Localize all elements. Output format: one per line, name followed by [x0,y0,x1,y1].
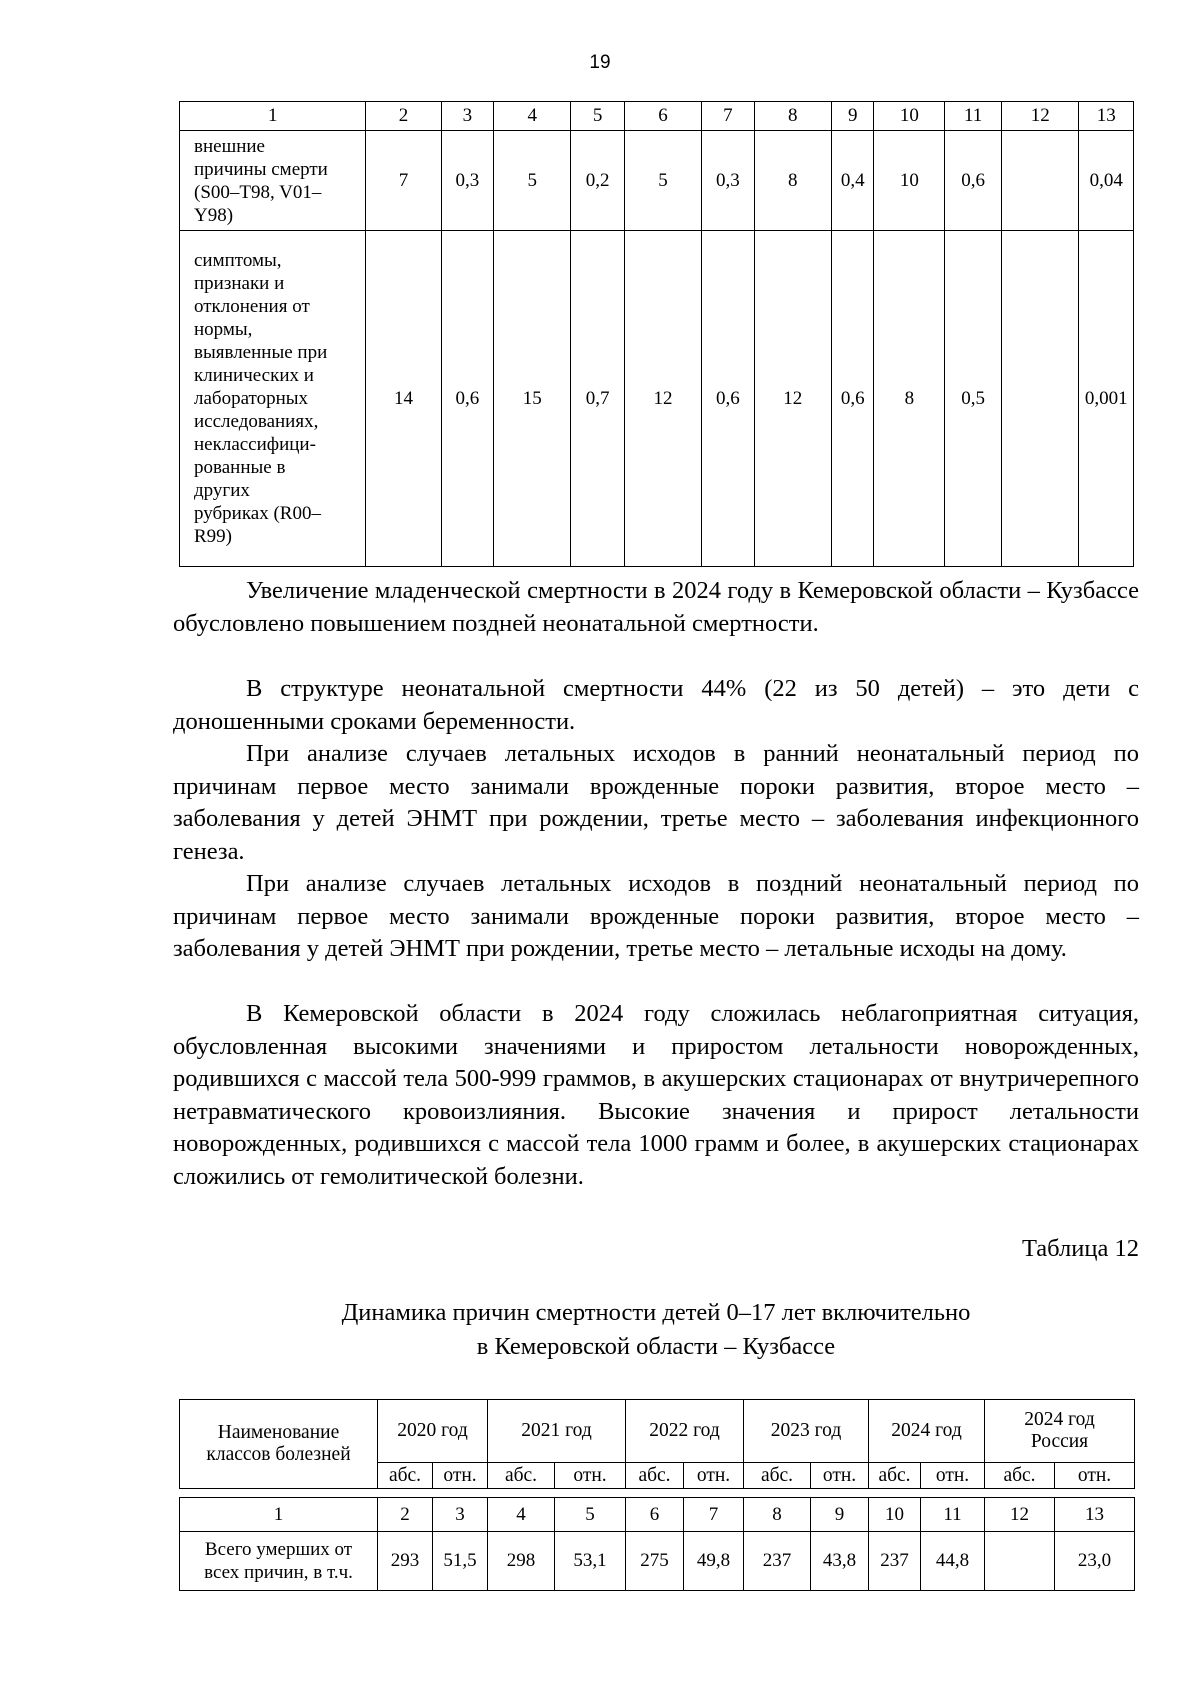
col-number: 5 [555,1498,626,1532]
year-header: 2022 год [626,1400,744,1463]
cell: 0,2 [571,131,624,231]
col-number: 1 [180,102,366,131]
col-number: 3 [433,1498,488,1532]
paragraph [173,575,1139,640]
col-number: 3 [441,102,493,131]
russia-header [985,1400,1135,1463]
cell: 0,04 [1079,131,1134,231]
paragraph [173,868,1139,966]
cell: 5 [493,131,570,231]
cell: 53,1 [555,1532,626,1591]
column-number-row [180,102,1134,131]
subheader-abs: абс. [985,1463,1055,1489]
cell: 8 [754,131,831,231]
label-line: лабораторных [194,388,309,409]
cell: 237 [869,1532,921,1591]
cell: 0,6 [441,231,493,567]
label-line: (S00–T98, V01– [194,181,322,203]
subheader-rel: отн. [1055,1463,1135,1489]
cell: 0,5 [945,231,1002,567]
cell: 43,8 [811,1532,869,1591]
table-title-line: в Кемеровской области – Кузбассе [476,1333,836,1360]
label-line: неклассифици- [194,434,316,455]
subheader-abs: абс. [626,1463,684,1489]
cell: 10 [874,131,945,231]
year-header: 2021 год [488,1400,626,1463]
col-number: 6 [624,102,701,131]
table12-header [179,1399,1135,1489]
col-number: 4 [488,1498,555,1532]
label-line: выявленные при [194,342,328,363]
label-line: отклонения от [194,296,310,317]
cell: 12 [624,231,701,567]
col-number: 6 [626,1498,684,1532]
cell: 15 [493,231,570,567]
row-label [180,231,366,567]
cell: 237 [744,1532,811,1591]
cell: 8 [874,231,945,567]
table-title [173,1296,1139,1364]
col-number: 2 [366,102,441,131]
cell: 0,3 [441,131,493,231]
label-line: исследованиях, [194,411,319,432]
col-number: 9 [831,102,874,131]
subheader-abs: абс. [869,1463,921,1489]
cell: 298 [488,1532,555,1591]
cell: 5 [624,131,701,231]
paragraph-text: В Кемеровской области в 2024 году сложилась неблагоприятная ситуация, обусловленная высокими значениями и приростом летальности новорожденных, родившихся с массой тела 500-999 граммов, в акушерских стационарах от внутричерепного нетравматического кровоизлияния. Высокие значения и прирост летальности новорожденных, родившихся с массой тела 1000 грамм и более, в акушерских стационарах сложились от гемолитической болезни. [173,1000,1139,1190]
cell: 14 [366,231,441,567]
cell: 275 [626,1532,684,1591]
table-title-line: Динамика причин смертности детей 0–17 лет включительно [341,1299,971,1326]
cell: 0,4 [831,131,874,231]
paragraph-text: Увеличение младенческой смертности в 2024 году в Кемеровской области – Кузбассе обусловлено повышением поздней неонатальной смертности. [173,577,1139,637]
paragraph [173,998,1139,1193]
cell: 49,8 [684,1532,744,1591]
col-number: 5 [571,102,624,131]
subheader-rel: отн. [684,1463,744,1489]
table12-body [179,1497,1135,1591]
russia-year: 2024 год [1024,1409,1095,1430]
cell: 12 [754,231,831,567]
cell: 0,6 [945,131,1002,231]
cell: 293 [378,1532,433,1591]
cell: 0,7 [571,231,624,567]
label-line: рубриках (R00– [194,503,321,524]
cell [985,1532,1055,1591]
table-row [180,231,1134,567]
paragraph [173,673,1139,738]
cell: 44,8 [921,1532,985,1591]
cell [1002,231,1079,567]
table-label: Таблица 12 [1021,1235,1139,1262]
header-label: Наименование классов болезней [180,1400,378,1489]
label-line: всех причин, в т.ч. [204,1562,353,1583]
col-number: 13 [1079,102,1134,131]
label-line: внешние [194,135,265,157]
paragraph-text: В структуре неонатальной смертности 44% (22 из 50 детей) – это дети с доношенными сроками беременности. [173,675,1139,735]
col-number: 7 [684,1498,744,1532]
row-label [180,131,366,231]
cell [1002,131,1079,231]
subheader-rel: отн. [921,1463,985,1489]
subheader-abs: абс. [378,1463,433,1489]
paragraph-text: При анализе случаев летальных исходов в поздний неонатальный период по причинам первое место занимали врожденные пороки развития, второе место – заболевания у детей ЭНМТ при рождении, третье место – летальные исходы на дому. [173,870,1139,962]
col-number: 8 [744,1498,811,1532]
label-line: R99) [194,526,232,547]
paragraph-text: При анализе случаев летальных исходов в ранний неонатальный период по причинам первое место занимали врожденные пороки развития, второе место – заболевания у детей ЭНМТ при рождении, третье место – заболевания инфекционного генеза. [173,740,1139,865]
label-line: клинических и [194,365,314,386]
year-header-row [180,1400,1135,1463]
col-number: 8 [754,102,831,131]
cell: 0,001 [1079,231,1134,567]
label-line: признаки и [194,273,285,294]
cell: 0,6 [702,231,754,567]
col-number: 11 [921,1498,985,1532]
label-line: нормы, [194,319,253,340]
col-number: 11 [945,102,1002,131]
col-number: 2 [378,1498,433,1532]
cell: 0,6 [831,231,874,567]
year-header: 2023 год [744,1400,869,1463]
cell: 23,0 [1055,1532,1135,1591]
subheader-rel: отн. [811,1463,869,1489]
col-number: 13 [1055,1498,1135,1532]
label-line: Y98) [194,204,234,226]
col-number: 7 [702,102,754,131]
year-header: 2020 год [378,1400,488,1463]
table-row [180,131,1134,231]
label-line: Всего умерших от [204,1539,353,1560]
table-row [180,1532,1135,1591]
cell: 7 [366,131,441,231]
label-line: рованные в [194,457,286,478]
col-number: 12 [1002,102,1079,131]
cell: 51,5 [433,1532,488,1591]
label-line: причины смерти [194,158,328,180]
subheader-abs: абс. [488,1463,555,1489]
subheader-abs: абс. [744,1463,811,1489]
col-number: 12 [985,1498,1055,1532]
row-label [180,1532,378,1591]
col-number: 1 [180,1498,378,1532]
label-line: симптомы, [194,250,282,271]
subheader-rel: отн. [555,1463,626,1489]
col-number: 4 [493,102,570,131]
cell: 0,3 [702,131,754,231]
paragraph [173,738,1139,868]
column-number-row [180,1498,1135,1532]
subheader-rel: отн. [433,1463,488,1489]
russia-label: Россия [1030,1431,1089,1452]
col-number: 10 [869,1498,921,1532]
col-number: 9 [811,1498,869,1532]
col-number: 10 [874,102,945,131]
page-number: 19 [589,52,611,73]
label-line: других [194,480,250,501]
continued-table [179,101,1134,567]
year-header: 2024 год [869,1400,985,1463]
